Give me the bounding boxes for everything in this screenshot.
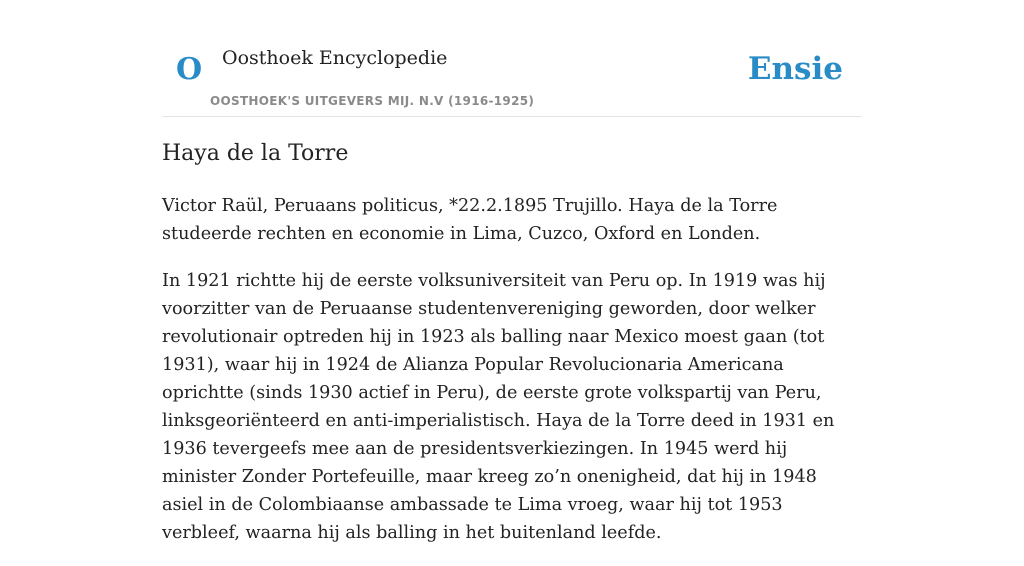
article-paragraph: In 1921 richtte hij de eerste volksuniversiteit van Peru op. In 1919 was hij voorzitter van de Peruaanse studentenvereniging geworden, door welker revolutionair optreden hij in 1923 als balling naar Mexico moest gaan (tot 1931), waar hij in 1924 de Alianza Popular Revolucionaria Americana oprichtte (sinds 1930 actief in Peru), de eerste grote volkspartij van Peru, linksgeoriënteerd en anti-imperialistisch. Haya de la Torre deed in 1931 en 1936 tevergeefs mee aan de presidentsverkiezingen. In 1945 werd hij minister Zonder Portefeuille, maar kreeg zo’n onenigheid, dat hij in 1948 asiel in de Colombiaanse ambassade te Lima vroeg, waar hij tot 1953 verbleef, waarna hij als balling in het buitenland leefde.	[162, 271, 835, 543]
source-title-link[interactable]: Oosthoek Encyclopedie	[222, 47, 448, 69]
article-paragraph: Victor Raül, Peruaans politicus, *22.2.1895 Trujillo. Haya de la Torre studeerde rechten en economie in Lima, Cuzco, Oxford en Londen.	[162, 196, 778, 244]
source-header	[162, 0, 862, 117]
source-logo[interactable]: O	[176, 52, 203, 87]
source-publisher: OOSTHOEK'S UITGEVERS MIJ. N.V (1916-1925)	[210, 94, 535, 108]
ensie-logo-link[interactable]: Ensie	[747, 51, 843, 87]
article-body	[162, 192, 862, 566]
article-title: Haya de la Torre	[162, 141, 349, 166]
